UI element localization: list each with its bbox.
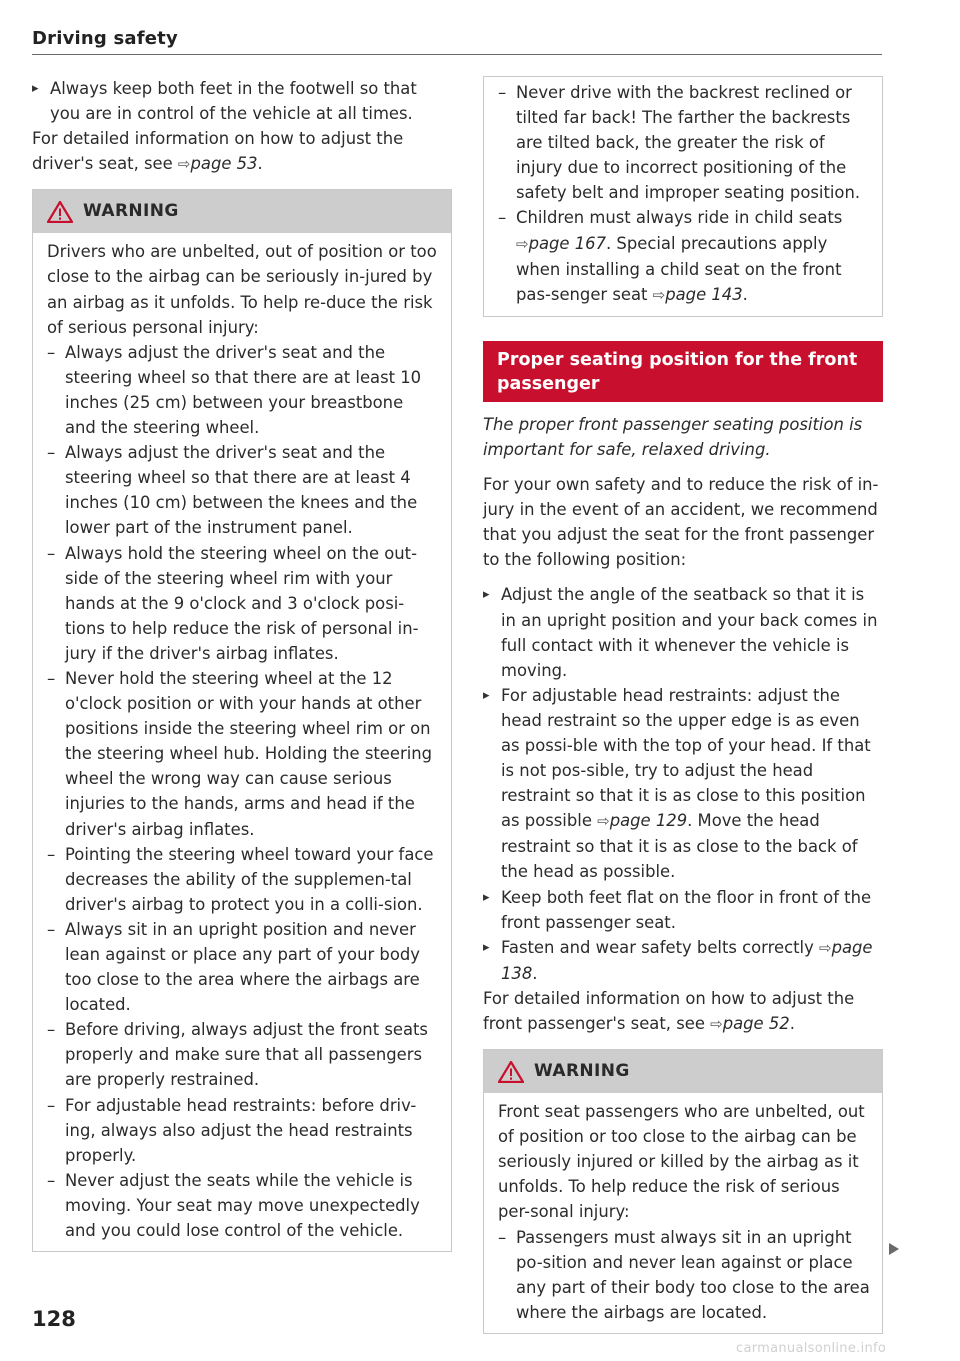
reference-arrow-icon: ⇨ <box>516 234 529 253</box>
continue-arrow-icon <box>889 1243 899 1255</box>
warning-triangle-icon <box>47 201 73 223</box>
warning-triangle-icon <box>498 1061 524 1083</box>
warning-item: – Never drive with the backrest reclined or tilted far back! The farther the backrests are tilted back, the greater the risk of injury due to incorrect positioning of the safety belt and improper seating position. <box>498 83 861 203</box>
reference-arrow-icon: ⇨ <box>819 938 832 957</box>
left-column <box>32 76 452 1252</box>
warning-item: – For adjustable head restraints: before driv-ing, always also adjust the head restraints properly. <box>47 1095 417 1165</box>
instruction-bullet: ▸ Adjust the angle of the seatback so that it is in an upright position and your back comes in full contact with it whenever the vehicle is moving. <box>483 582 883 682</box>
warning-intro: Drivers who are unbelted, out of position or too close to the airbag can be seriously in-jured by an airbag as it unfolds. To help re-duce the risk of serious personal injury: <box>47 242 437 337</box>
body-paragraph: For your own safety and to reduce the risk of in-jury in the event of an accident, we recommend that you adjust the seat for the front passenger to the following position: <box>483 475 879 570</box>
intro-bullet: ▸ Always keep both feet in the footwell so that you are in control of the vehicle at all times. <box>32 76 452 126</box>
warning-item: – Always sit in an upright position and never lean against or place any part of your body too close to the area where the airbags are located. <box>47 919 420 1015</box>
reference-arrow-icon: ⇨ <box>710 1015 723 1033</box>
warning-continuation-box <box>483 76 883 317</box>
reference-arrow-icon: ⇨ <box>597 812 610 831</box>
warning-item: – Always adjust the driver's seat and the steering wheel so that there are at least 4 inches (10 cm) between the knees and the lower part of the instrument panel. <box>47 443 418 538</box>
warning-item: – Pointing the steering wheel toward your face decreases the ability of the supplemen-tal driver's airbag to protect you in a colli-sion. <box>47 844 434 914</box>
reference-arrow-icon: ⇨ <box>652 285 666 304</box>
warning-header <box>484 1050 882 1093</box>
page-link[interactable]: page 138 <box>501 937 873 983</box>
warning-item: – Always hold the steering wheel on the out-side of the steering wheel rim with your hands at the 9 o'clock and 3 o'clock posi-tions to help reduce the risk of personal in-jury if the driver's airbag inflates. <box>47 543 419 663</box>
warning-body <box>33 233 451 1251</box>
warning-intro: Front seat passengers who are unbelted, out of position or too close to the airbag can be seriously injured or killed by the airbag as it unfolds. To help reduce the risk of serious per-sonal injury: <box>498 1102 865 1222</box>
page-link[interactable]: page 52 <box>722 1014 790 1033</box>
page-link[interactable]: page 143 <box>665 284 743 304</box>
warning-title: WARNING <box>534 1061 630 1082</box>
section-title-bar: Proper seating position for the front passenger <box>483 341 883 402</box>
driver-warning-box <box>32 189 452 1252</box>
section-heading: Driving safety <box>32 28 178 49</box>
warning-body <box>484 1093 882 1333</box>
warning-item: – Always adjust the driver's seat and the steering wheel so that there are at least 10 inches (25 cm) between your breastbone and the steering wheel. <box>47 342 422 438</box>
warning-item: – Passengers must always sit in an upright po-sition and never lean against or place any part of their body too close to the area where the airbags are located. <box>498 1227 870 1322</box>
instruction-bullet: ▸ Fasten and wear safety belts correctly ⇨page 138. <box>483 935 883 986</box>
section-intro: The proper front passenger seating position is important for safe, relaxed driving. <box>483 414 863 459</box>
warning-item: – Never hold the steering wheel at the 12 o'clock position or with your hands at other positions inside the steering wheel rim or on the steering wheel hub. Holding the steering wheel the wrong way can cause serious injuries to the hands, arms and head if the driver's airbag inflates. <box>47 668 433 839</box>
right-column <box>483 76 883 1334</box>
reference-text: For detailed information on how to adjust the driver's seat, see <box>32 129 404 174</box>
driver-seat-reference: For detailed information on how to adjust the driver's seat, see ⇨page 53. <box>32 129 404 174</box>
instruction-bullet: ▸ Keep both feet flat on the floor in front of the front passenger seat. <box>483 885 883 935</box>
reference-arrow-icon: ⇨ <box>177 155 191 174</box>
passenger-seat-reference: For detailed information on how to adjust the front passenger's seat, see ⇨page 52. <box>483 988 855 1033</box>
instruction-bullet: ▸ For adjustable head restraints: adjust the head restraint so the upper edge is as even as possi-ble with the top of your head. If that is not pos-sible, try to adjust the head restraint so that it is as close to this position as possible ⇨page 129. Move the head restraint so that it is as close to the back of the head as possible. <box>483 683 883 885</box>
watermark: carmanualsonline.info <box>736 1341 887 1356</box>
passenger-warning-box <box>483 1049 883 1334</box>
page-number: 128 <box>32 1307 76 1331</box>
page-header <box>32 26 882 51</box>
warning-item: – Never adjust the seats while the vehicle is moving. Your seat may move unexpectedly and you could lose control of the vehicle. <box>47 1170 420 1241</box>
warning-item: – Children must always ride in child seats ⇨page 167. Special precautions apply when installing a child seat on the front pas-senger seat ⇨page 143. <box>498 208 843 304</box>
warning-title: WARNING <box>83 201 179 222</box>
page-link[interactable]: page 167 <box>528 233 607 253</box>
warning-item: – Before driving, always adjust the front seats properly and make sure that all passengers are properly restrained. <box>47 1020 428 1090</box>
page-link[interactable]: page 129 <box>609 811 688 831</box>
header-divider <box>32 54 882 55</box>
warning-header <box>33 190 451 233</box>
page-link[interactable]: page 53 <box>190 154 258 174</box>
